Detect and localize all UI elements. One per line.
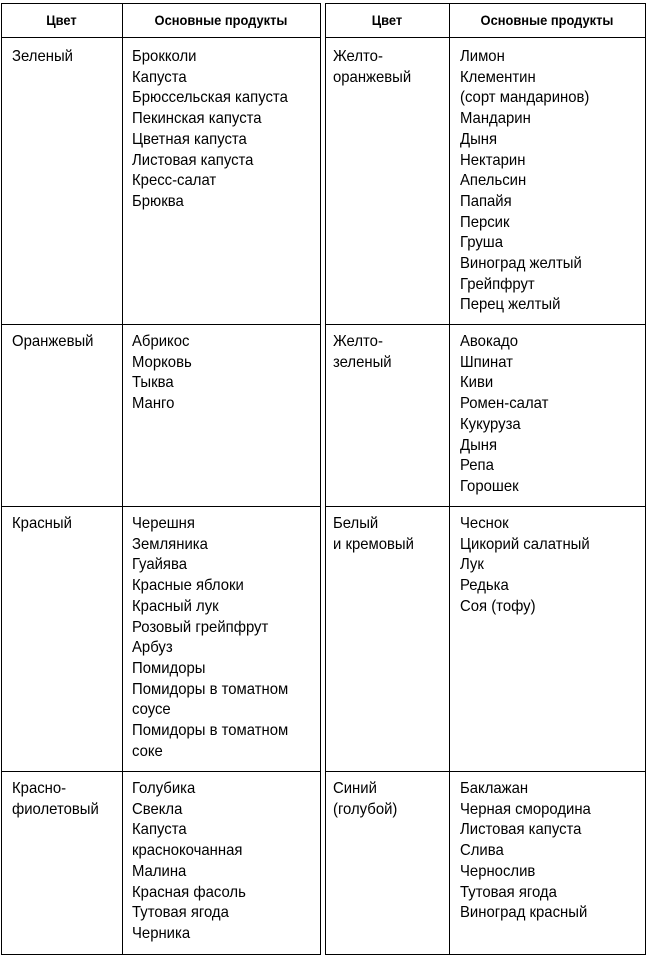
color-cell: Желто- оранжевый	[333, 48, 412, 86]
header-color-right: Цвет	[371, 12, 403, 28]
products-cell: Чеснок Цикорий салатный Лук Редька Соя (тофу)	[460, 515, 590, 615]
products-cell: Черешня Земляника Гуайява Красные яблоки Красный лук Розовый грейпфрут Арбуз Помидоры Помидоры в томатном соусе Помидоры в томатном соке	[132, 515, 289, 760]
row-divider	[1, 324, 321, 325]
header-products-right: Основные продукты	[480, 12, 614, 28]
table-border-right	[645, 3, 646, 954]
column-divider-2	[320, 3, 321, 954]
row-divider	[1, 506, 321, 507]
products-cell: Голубика Свекла Капуста краснокочанная Малина Красная фасоль Тутовая ягода Черника	[132, 780, 246, 942]
header-products-left: Основные продукты	[154, 12, 288, 28]
products-cell: Абрикос Морковь Тыква Манго	[132, 333, 192, 413]
row-divider	[1, 771, 321, 772]
row-divider	[325, 37, 646, 38]
color-cell: Зеленый	[12, 48, 73, 65]
column-divider-3	[325, 3, 326, 954]
row-divider	[325, 506, 646, 507]
header-color-left: Цвет	[46, 12, 77, 28]
row-divider	[1, 37, 321, 38]
color-cell: Красный	[12, 515, 72, 532]
column-divider-4	[449, 3, 450, 954]
products-cell: Лимон Клементин (сорт мандаринов) Мандарин Дыня Нектарин Апельсин Папайя Персик Груша Виноград желтый Грейпфрут Перец желтый	[460, 48, 590, 314]
column-divider-1	[122, 3, 123, 954]
color-cell: Желто- зеленый	[333, 333, 392, 371]
row-divider	[325, 3, 646, 4]
color-cell: Красно- фиолетовый	[12, 780, 99, 818]
row-divider	[325, 324, 646, 325]
products-cell: Баклажан Черная смородина Листовая капуста Слива Чернослив Тутовая ягода Виноград красный	[460, 780, 591, 922]
color-cell: Синий (голубой)	[333, 780, 398, 818]
table-border-left	[1, 3, 2, 954]
products-cell: Авокадо Шпинат Киви Ромен-салат Кукуруза Дыня Репа Горошек	[460, 333, 549, 495]
color-cell: Белый и кремовый	[333, 515, 414, 553]
products-cell: Брокколи Капуста Брюссельская капуста Пекинская капуста Цветная капуста Листовая капуста Кресс-салат Брюква	[132, 48, 288, 210]
row-divider	[1, 3, 321, 4]
row-divider	[325, 771, 646, 772]
color-cell: Оранжевый	[12, 333, 94, 350]
